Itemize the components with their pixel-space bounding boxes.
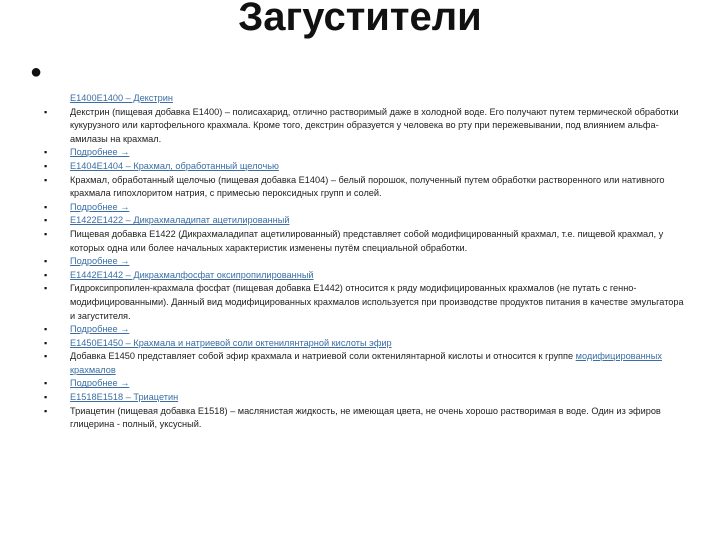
bullet-icon: ▪ [44, 324, 48, 335]
list-item [0, 92, 720, 106]
list-item [0, 255, 720, 269]
bullet-icon: ▪ [44, 174, 48, 185]
item-link[interactable]: Подробнее → [70, 201, 130, 212]
bullet-icon: ▪ [44, 378, 48, 389]
bullet-icon: ▪ [44, 215, 48, 226]
bullet-icon: ▪ [44, 228, 48, 239]
item-link[interactable]: Е1404Е1404 – Крахмал, обработанный щелочью [70, 160, 279, 171]
bullet-icon: ▪ [44, 106, 48, 117]
bullet-icon: ▪ [44, 201, 48, 212]
bullet-icon: ▪ [44, 351, 48, 362]
item-link[interactable]: Подробнее → [70, 324, 130, 335]
bullet-icon: ▪ [44, 283, 48, 294]
item-text: Крахмал, обработанный щелочью (пищевая добавка Е1404) – белый порошок, полученный путем обработки растворенного или нативного крахмала гипохлоритом натрия, с примесью пероксидных групп и солей. [70, 174, 665, 199]
slide-title: Загустители [238, 0, 482, 39]
bullet-icon: ▪ [44, 337, 48, 348]
bullet-icon: ▪ [44, 147, 48, 158]
content-list [0, 92, 720, 432]
item-link[interactable]: Е1422Е1422 – Дикрахмаладипат ацетилированный [70, 215, 290, 226]
big-bullet-icon: ● [30, 61, 43, 83]
list-item [0, 391, 720, 405]
list-item [0, 282, 720, 323]
item-link[interactable]: Е1518Е1518 – Триацетин [70, 392, 179, 403]
item-link[interactable]: Подробнее → [70, 378, 130, 389]
item-text: Гидроксипропилен-крахмала фосфат (пищевая добавка Е1442) относится к ряду модифицированных крахмалов (не путать с генно-модифицированными). Данный вид модифицированных крахмалов используется при производстве продуктов питания в качестве эмульгатора и загустителя. [70, 283, 684, 321]
item-link[interactable]: Подробнее → [70, 147, 130, 158]
item-text: Декстрин (пищевая добавка Е1400) – полисахарид, отлично растворимый даже в холодной воде. Его получают путем термической обработки кукурузного или картофельного крахмала. Кроме того, декстрин образуется у человека во рту при пережевывании, под влиянием альфа-амилазы на крахмал. [70, 106, 679, 144]
list-item [0, 269, 720, 283]
list-item [0, 228, 720, 255]
list-item [0, 350, 720, 377]
bullet-icon: ▪ [44, 405, 48, 416]
list-item [0, 214, 720, 228]
item-text: Триацетин (пищевая добавка Е1518) – маслянистая жидкость, не имеющая цвета, не очень хорошо растворимая в воде. Один из эфиров глицерина - полный, уксусный. [70, 405, 661, 430]
item-text: Пищевая добавка Е1422 (Дикрахмаладипат ацетилированный) представляет собой модифицированный крахмал, т.е. пищевой крахмал, у которых одна или более начальных характеристик изменены путём специальной обработки. [70, 228, 664, 253]
list-item [0, 106, 720, 147]
list-item [0, 201, 720, 215]
list-item [0, 146, 720, 160]
list-item [0, 377, 720, 391]
list-item [0, 160, 720, 174]
list-item [0, 323, 720, 337]
list-item [0, 174, 720, 201]
item-link[interactable]: Е1400Е1400 – Декстрин [70, 93, 173, 103]
item-inline-link[interactable]: модифицированных крахмалов [70, 351, 662, 375]
item-text: Добавка Е1450 представляет собой эфир крахмала и натриевой соли октенилянтарной кислоты и относится к группе [70, 351, 576, 362]
list-item [0, 405, 720, 432]
bullet-icon: ▪ [44, 160, 48, 171]
item-link[interactable]: Подробнее → [70, 256, 130, 267]
item-link[interactable]: Е1450Е1450 – Крахмала и натриевой соли октенилянтарной кислоты эфир [70, 337, 392, 348]
bullet-icon: ▪ [44, 392, 48, 403]
bullet-icon: ▪ [44, 269, 48, 280]
item-link[interactable]: Е1442Е1442 – Дикрахмалфосфат оксипропилированный [70, 269, 314, 280]
bullet-icon: ▪ [44, 256, 48, 267]
list-item [0, 337, 720, 351]
